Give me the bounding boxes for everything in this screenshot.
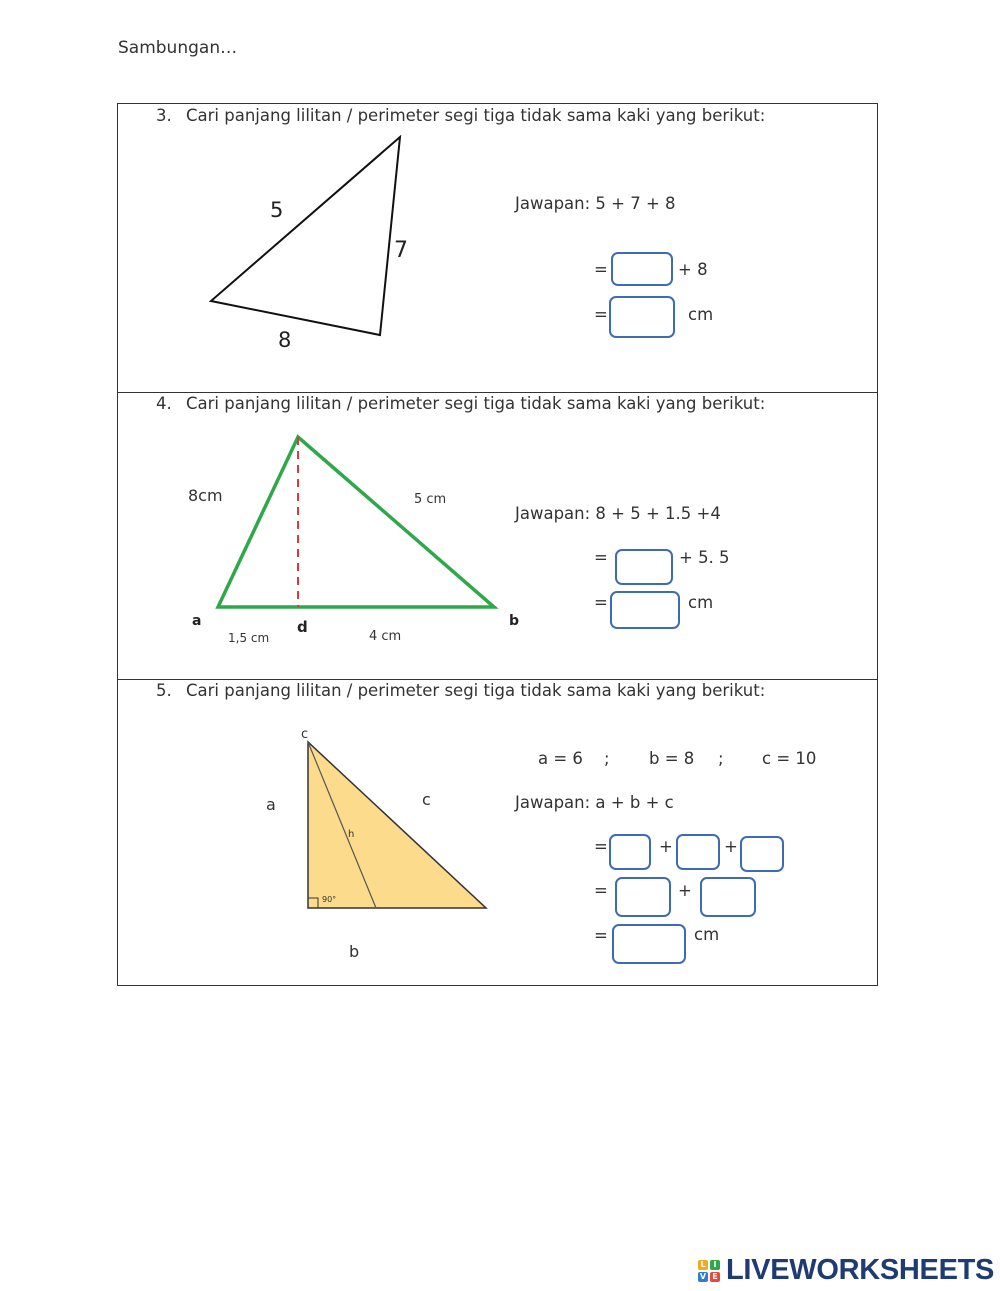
equals-sign: =	[594, 926, 608, 945]
question-4-row	[118, 392, 877, 680]
side-label-b: b	[349, 942, 360, 961]
answer-box-sum2[interactable]	[700, 877, 756, 917]
triangle-figure-q4	[178, 427, 538, 652]
logo-tile: I	[710, 1260, 720, 1270]
side-label-7: 7	[394, 238, 408, 263]
equals-sign: =	[594, 260, 608, 279]
question-prompt: Cari panjang lilitan / perimeter segi tiga tidak sama kaki yang berikut:	[186, 681, 766, 700]
side-label-a: a	[266, 795, 276, 814]
question-number: 5.	[156, 681, 172, 700]
side-label-5cm: 5 cm	[414, 492, 447, 507]
liveworksheets-logo	[698, 1254, 994, 1287]
question-5-row	[118, 679, 877, 987]
equals-sign: =	[594, 548, 608, 567]
page-header: Sambungan…	[118, 38, 238, 58]
side-label-c: c	[422, 790, 431, 809]
logo-tile: V	[699, 1271, 707, 1281]
addend-text: + 5. 5	[679, 548, 730, 567]
answer-box-b[interactable]	[676, 834, 720, 870]
question-number: 4.	[156, 394, 172, 413]
plus-sign: +	[678, 881, 692, 900]
answer-line: Jawapan: 8 + 5 + 1.5 +4	[515, 504, 721, 523]
given-c: c = 10	[762, 749, 817, 768]
triangle-figure-q5	[258, 724, 498, 964]
triangle-shape	[211, 137, 400, 335]
logo-tile: E	[710, 1272, 720, 1282]
side-label-8: 8	[278, 328, 292, 352]
question-5-text	[156, 681, 765, 700]
vertex-label-c: c	[301, 727, 309, 742]
given-separator: ;	[604, 749, 610, 768]
angle-label: 90°	[322, 895, 337, 904]
question-prompt: Cari panjang lilitan / perimeter segi tiga tidak sama kaki yang berikut:	[186, 106, 766, 125]
triangle-figure-q3	[198, 129, 438, 359]
given-a: a = 6	[538, 749, 583, 768]
question-4-text	[156, 394, 765, 413]
plus-sign: +	[724, 837, 738, 856]
equals-sign: =	[594, 881, 608, 900]
segment-label-db: 4 cm	[369, 629, 402, 644]
answer-line: Jawapan: a + b + c	[515, 793, 674, 812]
unit-cm: cm	[688, 305, 714, 324]
given-b: b = 8	[649, 749, 695, 768]
segment-label-ad: 1,5 cm	[228, 631, 270, 645]
triangle-shape	[308, 742, 486, 908]
answer-box-a[interactable]	[609, 834, 651, 870]
answer-box-sum1[interactable]	[615, 877, 671, 917]
answer-box-2[interactable]	[609, 296, 675, 338]
answer-box-c[interactable]	[740, 836, 784, 872]
point-label-b: b	[509, 613, 520, 629]
equals-sign: =	[594, 593, 608, 612]
unit-cm: cm	[688, 593, 714, 612]
answer-box-1[interactable]	[615, 549, 673, 585]
point-label-d: d	[297, 618, 308, 636]
question-3-row	[118, 104, 877, 393]
height-label-h: h	[348, 829, 355, 840]
exercise-table	[117, 103, 878, 986]
unit-cm: cm	[694, 925, 720, 944]
logo-tile: L	[698, 1260, 708, 1270]
point-label-a: a	[192, 613, 202, 629]
equals-sign: =	[594, 305, 608, 324]
equals-sign: =	[594, 837, 608, 856]
given-separator: ;	[718, 749, 724, 768]
triangle-shape	[218, 437, 494, 607]
question-3-text	[156, 106, 765, 125]
logo-text: LIVEWORKSHEETS	[726, 1254, 995, 1286]
answer-box-2[interactable]	[610, 591, 680, 629]
answer-box-1[interactable]	[611, 252, 673, 286]
question-prompt: Cari panjang lilitan / perimeter segi tiga tidak sama kaki yang berikut:	[186, 394, 766, 413]
answer-box-total[interactable]	[612, 924, 686, 964]
side-label-8cm: 8cm	[188, 486, 223, 505]
question-number: 3.	[156, 106, 172, 125]
answer-line: Jawapan: 5 + 7 + 8	[515, 194, 676, 213]
logo-tiles-icon	[698, 1260, 720, 1282]
side-label-5: 5	[270, 198, 284, 222]
plus-sign: +	[659, 837, 673, 856]
addend-text: + 8	[678, 260, 708, 279]
